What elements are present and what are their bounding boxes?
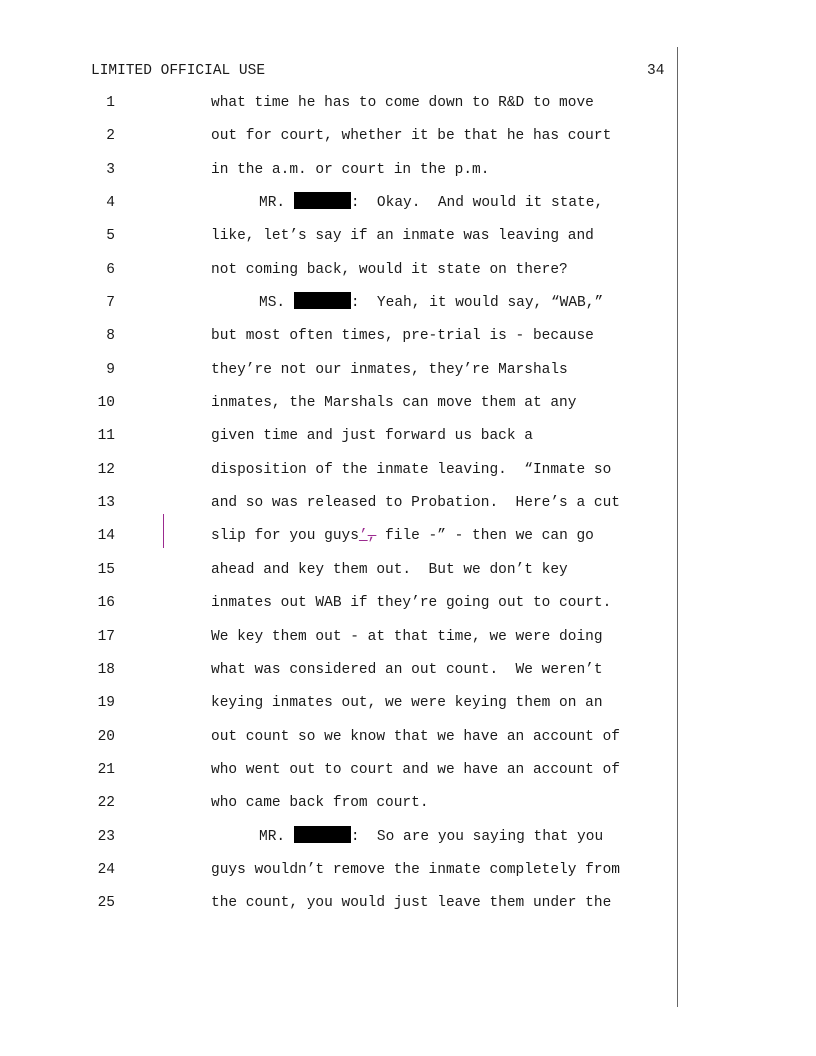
transcript-line	[0, 120, 816, 153]
transcript-line	[0, 520, 816, 553]
transcript-line	[0, 587, 816, 620]
transcript-line	[0, 721, 816, 754]
transcript-line	[0, 854, 816, 887]
line-number: 4	[106, 195, 115, 212]
line-text: who came back from court.	[211, 795, 429, 812]
speaker-title: MR.	[259, 828, 286, 845]
transcript-line	[0, 654, 816, 687]
line-number: 2	[106, 128, 115, 145]
transcript-line	[0, 287, 816, 320]
transcript-line	[0, 454, 816, 487]
line-text-after: file -” - then we can go	[376, 528, 594, 545]
line-text: out for court, whether it be that he has court	[211, 128, 612, 145]
transcript-line	[0, 887, 816, 920]
transcript-line	[0, 487, 816, 520]
line-text: and so was released to Probation. Here’s a cut	[211, 495, 620, 512]
line-text-before: slip for you guys	[211, 528, 359, 545]
speaker-title: MR.	[259, 195, 286, 212]
line-text: inmates out WAB if they’re going out to court.	[211, 595, 612, 612]
line-number: 9	[106, 361, 115, 378]
line-number: 13	[97, 495, 115, 512]
tracked-change-line	[211, 520, 594, 553]
line-text: guys wouldn’t remove the inmate completely from	[211, 861, 620, 878]
line-text: like, let’s say if an inmate was leaving and	[211, 228, 594, 245]
line-number: 23	[97, 828, 115, 845]
line-text: not coming back, would it state on there?	[211, 261, 568, 278]
line-number: 17	[97, 628, 115, 645]
line-number: 3	[106, 161, 115, 178]
line-number: 14	[97, 528, 115, 545]
line-text: but most often times, pre-trial is - because	[211, 328, 594, 345]
transcript-line	[0, 220, 816, 253]
line-text: what time he has to come down to R&D to move	[211, 95, 594, 111]
transcript-line	[0, 254, 816, 287]
transcript-line	[0, 787, 816, 820]
transcript-line	[0, 554, 816, 587]
line-text: given time and just forward us back a	[211, 428, 533, 445]
line-text: what was considered an out count. We weren’t	[211, 661, 603, 678]
line-number: 19	[97, 695, 115, 712]
line-number: 7	[106, 295, 115, 312]
line-text: : So are you saying that you	[350, 828, 604, 845]
line-text: in the a.m. or court in the p.m.	[211, 161, 490, 178]
line-number: 12	[97, 461, 115, 478]
inserted-text: ’	[358, 528, 368, 545]
line-number: 24	[97, 861, 115, 878]
deleted-text: ,	[367, 528, 377, 545]
transcript-line	[0, 354, 816, 387]
speaker-line	[259, 287, 603, 320]
transcript-line	[0, 754, 816, 787]
line-text: ahead and key them out. But we don’t key	[211, 561, 568, 578]
line-number: 5	[106, 228, 115, 245]
line-number: 10	[97, 395, 115, 412]
line-text: out count so we know that we have an account of	[211, 728, 620, 745]
transcript-line	[0, 821, 816, 854]
line-text: We key them out - at that time, we were doing	[211, 628, 603, 645]
redaction-box	[294, 192, 351, 209]
line-text: the count, you would just leave them under the	[211, 895, 612, 912]
transcript-body	[0, 87, 816, 921]
line-number: 25	[97, 895, 115, 912]
line-text: : Okay. And would it state,	[350, 195, 604, 212]
speaker-line	[259, 821, 603, 854]
line-number: 15	[97, 561, 115, 578]
transcript-line	[0, 154, 816, 187]
transcript-line	[0, 187, 816, 220]
transcript-line	[0, 420, 816, 453]
redaction-box	[294, 292, 351, 309]
line-text: disposition of the inmate leaving. “Inmate so	[211, 461, 612, 478]
transcript-line	[0, 320, 816, 353]
transcript-line	[0, 87, 816, 120]
line-number: 8	[106, 328, 115, 345]
line-number: 6	[106, 261, 115, 278]
line-number: 20	[97, 728, 115, 745]
line-number: 22	[97, 795, 115, 812]
line-text: who went out to court and we have an account of	[211, 761, 620, 778]
speaker-line	[259, 187, 603, 220]
line-number: 21	[97, 761, 115, 778]
classification-header: LIMITED OFFICIAL USE	[91, 63, 266, 79]
line-number: 11	[97, 428, 115, 445]
line-number: 18	[97, 661, 115, 678]
line-text: : Yeah, it would say, “WAB,”	[350, 295, 604, 312]
redaction-box	[294, 826, 351, 843]
transcript-line	[0, 687, 816, 720]
line-text: they’re not our inmates, they’re Marshals	[211, 361, 568, 378]
speaker-title: MS.	[259, 295, 286, 312]
transcript-line	[0, 387, 816, 420]
line-text: keying inmates out, we were keying them on an	[211, 695, 603, 712]
transcript-line	[0, 621, 816, 654]
line-text: inmates, the Marshals can move them at any	[211, 395, 577, 412]
line-number: 1	[106, 95, 115, 111]
page-number: 34	[647, 63, 665, 79]
line-number: 16	[97, 595, 115, 612]
